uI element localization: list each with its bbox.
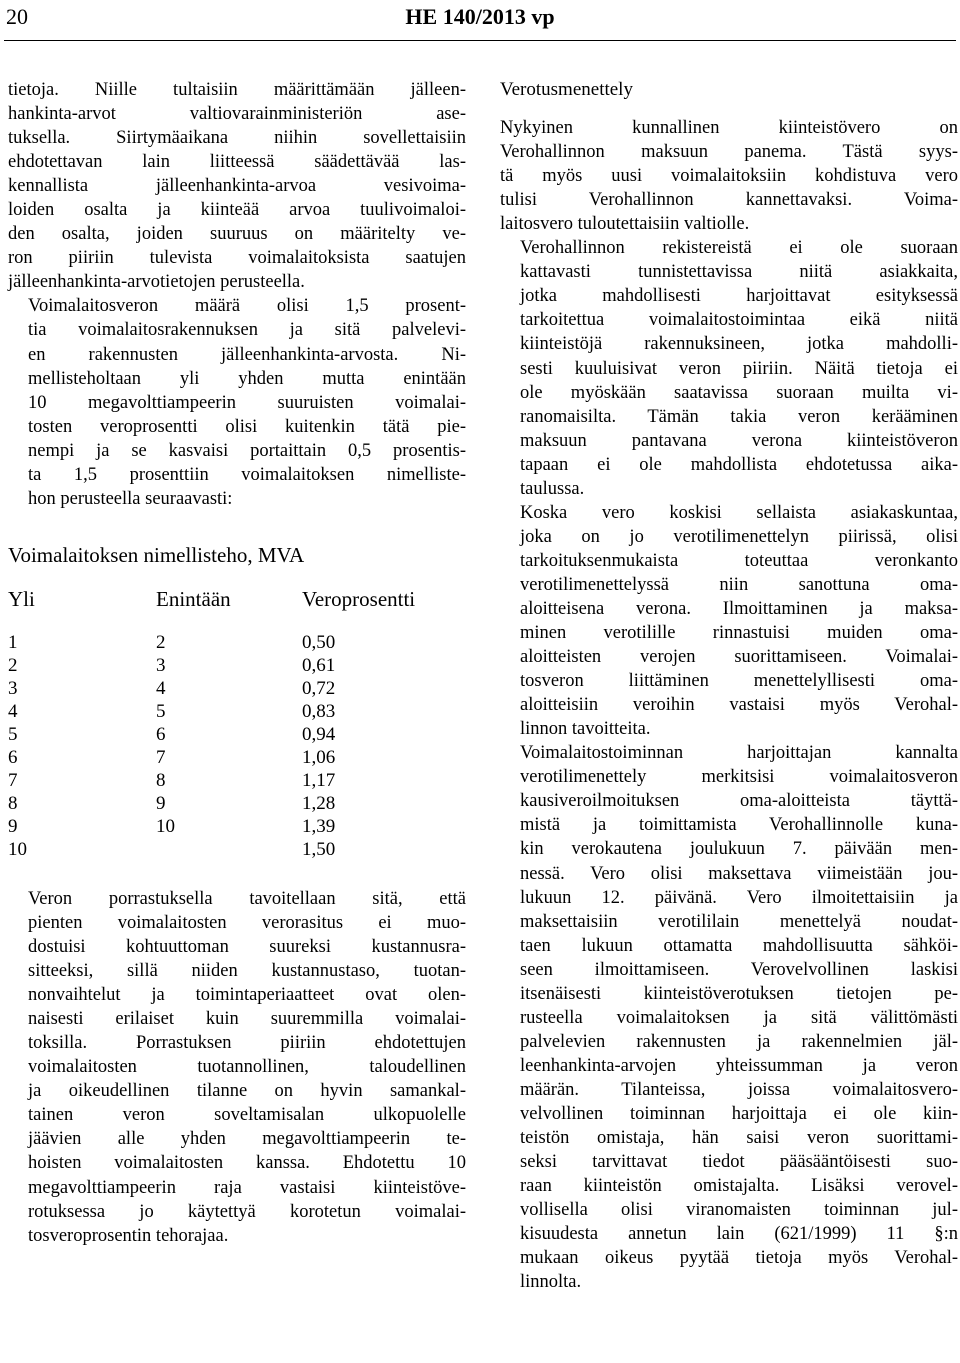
text-line: aloitteisten verojen suorittamiseen. Voimalai- (520, 647, 958, 668)
table-heading: Voimalaitoksen nimellisteho, MVA (8, 542, 305, 567)
text-line: nessä. Vero olisi maksettava viimeistään jou- (520, 863, 958, 884)
text-line: tainen veron soveltamisalan ulkopuolelle (28, 1105, 466, 1126)
table-cell: 1,06 (302, 746, 336, 768)
text-line: joka on jo verotilimenettelyn piirissä, olisi (520, 526, 958, 547)
table-row (8, 723, 462, 746)
text-line: ron piiriin tulevista voimalaitoksista saatujen (8, 248, 466, 269)
table-cell: 0,94 (302, 723, 336, 745)
text-line: kennallista jälleenhankinta-arvoa vesivoima- (8, 176, 466, 197)
right-paragraph (500, 741, 958, 1294)
right-paragraph (500, 236, 958, 501)
left-column (8, 78, 466, 1248)
right-column (500, 78, 958, 1294)
text-line: tarkoituksenmukaista toteuttaa veronkanto (520, 550, 958, 571)
table-row (8, 792, 462, 815)
table-cell: 8 (156, 769, 166, 791)
text-line: kausiveroilmoituksen oma-aloitteista täyttä- (520, 791, 958, 812)
table-header-row (8, 587, 462, 631)
table-cell: 7 (8, 769, 18, 791)
page-header (0, 0, 960, 36)
table-cell: 1,28 (302, 792, 336, 814)
text-line: ja oikeudellinen tilanne on hyvin samankal- (28, 1081, 466, 1102)
table-cell: 8 (8, 792, 18, 814)
text-line: en rakennusten jälleenhankinta-arvosta. Ni- (28, 344, 466, 365)
table-cell: 0,61 (302, 654, 336, 676)
text-line: kin verokautena joulukuun 7. päivään men- (520, 839, 958, 860)
text-line: mellisteholtaan yli yhden mutta enintään (28, 368, 466, 389)
text-line: taulussa. (520, 478, 585, 499)
table-cell: 5 (156, 700, 166, 722)
text-line: Nykyinen kunnallinen kiinteistövero on (500, 118, 958, 139)
table-cell: 0,83 (302, 700, 336, 722)
text-line: määrän. Tilanteissa, joissa voimalaitosvero- (520, 1079, 958, 1100)
table-cell: 6 (156, 723, 166, 745)
text-line: tosveron liittäminen menettelyllisesti oma- (520, 671, 958, 692)
table-cell: 7 (156, 746, 166, 768)
header-enintaan: Enintään (156, 586, 231, 611)
text-line: palvelevien rakennusten ja rakennelmien jäl- (520, 1031, 958, 1052)
page-number: 20 (6, 4, 28, 29)
table-row (8, 769, 462, 792)
text-line: tarkoitettua voimalaitostoimintaa eikä niitä (520, 310, 958, 331)
text-line: minen verotilille rinnastuisi muiden oma- (520, 623, 958, 644)
table-cell: 0,50 (302, 631, 336, 653)
text-line: nonvaihtelut ja toimintaperiaatteet ovat olen- (28, 985, 466, 1006)
text-line: leenhankinta-arvojen yhteissumman ja veron (520, 1055, 958, 1076)
text-line: ranomaisilta. Tämän takia veron kerääminen (520, 406, 958, 427)
document-id: HE 140/2013 vp (405, 4, 555, 29)
text-line: tia voimalaitosrakennuksen ja sitä palvelevi- (28, 320, 466, 341)
table-cell: 3 (156, 654, 166, 676)
text-line: sesti kuuluisivat veron piiriin. Näitä tietoja ei (520, 358, 958, 379)
text-line: jälleenhankinta-arvotietojen perusteella. (8, 272, 305, 293)
tax-rate-table (8, 587, 462, 861)
right-paragraph (500, 501, 958, 741)
table-row (8, 654, 462, 677)
text-line: linnolta. (520, 1272, 582, 1293)
text-line: rusteella voimalaitoksen ja sitä välittömästi (520, 1007, 958, 1028)
paragraph-continuation (8, 78, 466, 294)
text-line: tietoja. Niille tultaisiin määrittämään jälleen- (8, 80, 466, 100)
text-line: verotilimenettelyssä niin sanottuna oma- (520, 574, 958, 595)
text-line: hon perusteella seuraavasti: (28, 488, 233, 509)
text-line: nempi ja se kasvaisi portaittain 0,5 prosentis- (28, 440, 466, 461)
table-cell: 1,50 (302, 838, 336, 860)
text-line: tosveroprosentin tehorajaa. (28, 1225, 229, 1246)
text-line: pienten voimalaitosten verorasitus ei muo- (28, 912, 466, 933)
table-cell: 2 (8, 654, 18, 676)
table-row (8, 677, 462, 700)
text-line: jotka mahdollisesti harjoittavat esityksessä (520, 286, 958, 307)
right-paragraph (500, 116, 958, 236)
text-line: Voimalaitostoiminnan harjoittajan kannalta (520, 743, 958, 764)
header-rule (4, 40, 956, 41)
text-line: ole myöskään saatavissa suoraan muilta vi- (520, 382, 958, 403)
table-cell: 10 (156, 815, 175, 837)
table-cell: 6 (8, 746, 18, 768)
text-line: kattavasti tunnistettavissa niitä asiakkaita, (520, 262, 958, 283)
text-line: voimalaitosten tuotannollinen, taloudellinen (28, 1057, 466, 1078)
text-line: tuksella. Siirtymäaikana niihin sovellettaisiin (8, 128, 466, 149)
text-line: mistä ja toimittamista Verohallinnolle kuna- (520, 815, 958, 836)
paragraph-rationale (8, 887, 466, 1248)
table-row (8, 700, 462, 723)
header-yli: Yli (8, 586, 35, 611)
text-line: taen lukuun ottamatta mahdollisuutta sähköi- (520, 935, 958, 956)
text-line: maksettaisiin verotililain menettelyä noudat- (520, 911, 958, 932)
text-line: Voimalaitosveron määrä olisi 1,5 prosent- (28, 296, 466, 317)
table-row (8, 631, 462, 654)
text-line: kiinteistöjä rakennuksineen, jotka mahdolli- (520, 334, 958, 355)
text-line: linnon tavoitteita. (520, 719, 651, 740)
text-line: loiden osalta ja kiinteää arvoa tuulivoimaloi- (8, 200, 466, 221)
header-veroprosentti: Veroprosentti (302, 586, 416, 611)
table-cell: 1 (8, 631, 18, 653)
text-line: verotilimenettely merkitsisi voimalaitosveron (520, 767, 958, 788)
text-line: tapaan ei ole mahdollista ehdotetussa aika- (520, 454, 958, 475)
text-line: seen ilmoittamiseen. Verovelvollinen laskisi (520, 959, 958, 980)
text-line: ehdotettavan lain liitteessä säädettävää las- (8, 152, 466, 173)
table-cell: 2 (156, 631, 166, 653)
text-line: dostuisi kohtuuttoman suureksi kustannusra- (28, 937, 466, 958)
table-cell: 10 (8, 838, 27, 860)
table-cell: 3 (8, 677, 18, 699)
text-line: laitosvero tuloutettaisiin valtiolle. (500, 214, 750, 235)
text-line: den osalta, joiden suuruus on määritelty ve- (8, 224, 466, 245)
table-row (8, 838, 462, 861)
text-line: hankinta-arvot valtiovarainministeriön ase- (8, 104, 466, 125)
text-line: Verohallinnon rekistereistä ei ole suoraan (520, 238, 958, 259)
text-line: aloitteisiin veroihin vastaisi myös Verohal- (520, 695, 958, 716)
table-cell: 9 (8, 815, 18, 837)
table-cell (156, 838, 302, 861)
text-line: Verohallinnon maksuun panema. Tästä syys- (500, 142, 958, 163)
section-title: Verotusmenettely (500, 79, 633, 100)
text-line: jäävien alle yhden megavolttiampeerin te- (28, 1129, 466, 1150)
table-row (8, 815, 462, 838)
text-line: vollisella olisi viranomaisten toiminnan jul- (520, 1200, 958, 1221)
table-cell: 1,17 (302, 769, 336, 791)
text-line: seksi tarvittavat tiedot pääsääntöisesti suo- (520, 1152, 958, 1173)
text-line: tä myös uusi voimalaitoksiin kohdistuva vero (500, 166, 958, 187)
paragraph-tax-rate (8, 294, 466, 510)
text-line: teistön omistaja, hän saisi veron suorittami- (520, 1128, 958, 1149)
text-line: itsenäisesti kiinteistöverotuksen tietojen pe- (520, 983, 958, 1004)
text-line: Koska vero koskisi sellaista asiakaskuntaa, (520, 502, 958, 523)
text-line: kisuudesta annetun lain (621/1999) 11 §:n (520, 1224, 958, 1245)
text-line: mukaan oikeus pyytää tietoja myös Verohal- (520, 1248, 958, 1269)
table-cell: 4 (8, 700, 18, 722)
text-line: sitteeksi, sillä niiden kustannustaso, tuotan- (28, 961, 466, 982)
text-line: velvollinen toiminnan harjoittaja ei ole kiin- (520, 1103, 958, 1124)
text-line: aloitteisena verona. Ilmoittaminen ja maksa- (520, 598, 958, 619)
table-cell: 1,39 (302, 815, 336, 837)
text-line: raan kiinteistön omistajalta. Lisäksi verovel- (520, 1176, 958, 1197)
table-cell: 9 (156, 792, 166, 814)
text-line: naisesti erilaiset kuin suuremmilla voimalai- (28, 1009, 466, 1030)
table-cell: 5 (8, 723, 18, 745)
text-line: tulisi Verohallinnon kannettavaksi. Voima- (500, 190, 958, 211)
table-row (8, 746, 462, 769)
text-line: toksilla. Porrastuksen piiriin ehdotettujen (28, 1033, 466, 1054)
text-line: rotuksessa jo käytettyä korotetun voimalai- (28, 1201, 466, 1222)
table-cell: 0,72 (302, 677, 336, 699)
text-line: 10 megavolttiampeerin suuruisten voimalai- (28, 392, 466, 413)
text-line: megavolttiampeerin raja vastaisi kiinteistöve- (28, 1177, 466, 1198)
text-line: hoisten voimalaitosten kanssa. Ehdotettu 10 (28, 1153, 466, 1174)
text-line: ta 1,5 prosenttiin voimalaitoksen nimelliste- (28, 464, 466, 485)
text-line: lukuun 12. päivänä. Vero ilmoitettaisiin ja (520, 887, 958, 908)
text-line: maksuun pantavana verona kiinteistöveron (520, 430, 958, 451)
text-line: Veron porrastuksella tavoitellaan sitä, että (28, 888, 466, 909)
text-line: tosten veroprosentti olisi kuitenkin tätä pie- (28, 416, 466, 437)
table-cell: 4 (156, 677, 166, 699)
